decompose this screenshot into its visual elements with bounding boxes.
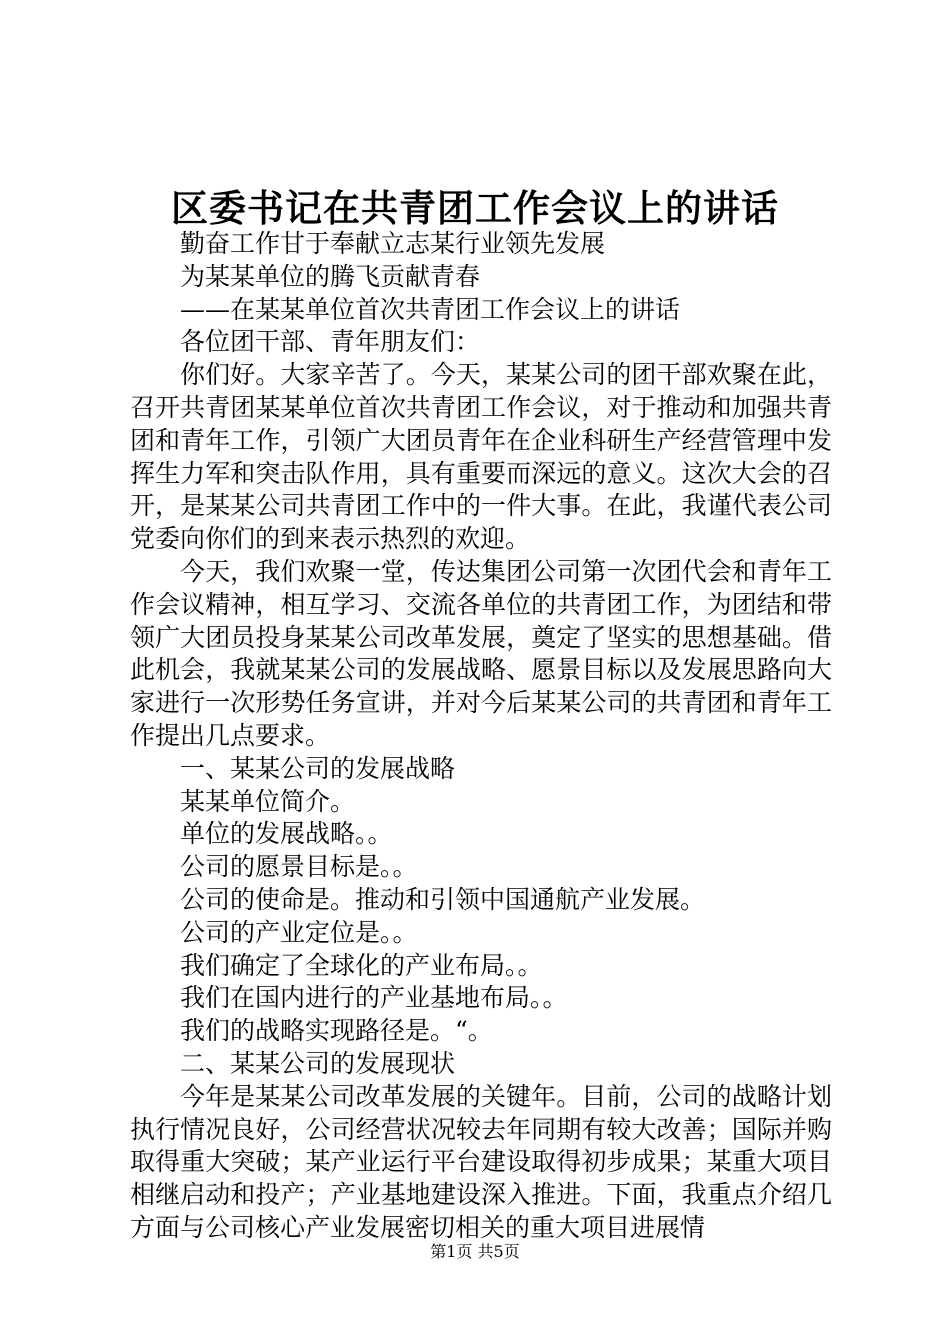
paragraph: 今天，我们欢聚一堂，传达集团公司第一次团代会和青年工作会议精神，相互学习、交流各单位的共青团工作，为团结和带领广大团员投身某某公司改革发展，奠定了坚实的思想基础。借此机会，我就某某公司的发展战略、愿景目标以及发展思路向大家进行一次形势任务宣讲，并对今后某某公司的共青团和青年工作提出几点要求。 — [130, 556, 832, 750]
subtitle-line-2: 为某某单位的腾飞贡献青春 — [180, 261, 481, 291]
subtitle-line-3: ——在某某单位首次共青团工作会议上的讲话 — [180, 294, 681, 324]
paragraph: 我们的战略实现路径是。“。 — [180, 1016, 493, 1046]
paragraph: 某某单位简介。 — [180, 786, 356, 816]
paragraph: 公司的使命是。推动和引领中国通航产业发展。 — [180, 884, 706, 914]
paragraph: 你们好。大家辛苦了。今天，某某公司的团干部欢聚在此，召开共青团某某单位首次共青团工作会议，对于推动和加强共青团和青年工作，引领广大团员青年在企业科研生产经营管理中发挥生力军和突击队作用，具有重要而深远的意义。这次大会的召开，是某某公司共青团工作中的一件大事。在此，我谨代表公司党委向你们的到来表示热烈的欢迎。 — [130, 360, 832, 554]
salutation: 各位团干部、青年朋友们： — [180, 327, 481, 357]
section-heading: 二、某某公司的发展现状 — [180, 1048, 456, 1078]
paragraph: 我们确定了全球化的产业布局。。 — [180, 950, 543, 980]
paragraph: 单位的发展战略。。 — [180, 819, 393, 849]
section-heading: 一、某某公司的发展战略 — [180, 753, 456, 783]
paragraph: 公司的愿景目标是。。 — [180, 852, 418, 882]
page-footer: 第1页 共5页 — [430, 1242, 520, 1261]
subtitle-line-1: 勤奋工作甘于奉献立志某行业领先发展 — [180, 229, 606, 258]
paragraph: 我们在国内进行的产业基地布局。。 — [180, 983, 568, 1013]
paragraph: 今年是某某公司改革发展的关键年。目前，公司的战略计划执行情况良好，公司经营状况较去年同期有较大改善；国际并购取得重大突破；某产业运行平台建设取得初步成果；某重大项目相继启动和投产；产业基地建设深入推进。下面，我重点介绍几方面与公司核心产业发展密切相关的重大项目进展情 — [130, 1081, 832, 1242]
document-body — [130, 228, 832, 1245]
document-title: 区委书记在共青团工作会议上的讲话 — [171, 186, 779, 230]
paragraph: 公司的产业定位是。。 — [180, 917, 418, 947]
